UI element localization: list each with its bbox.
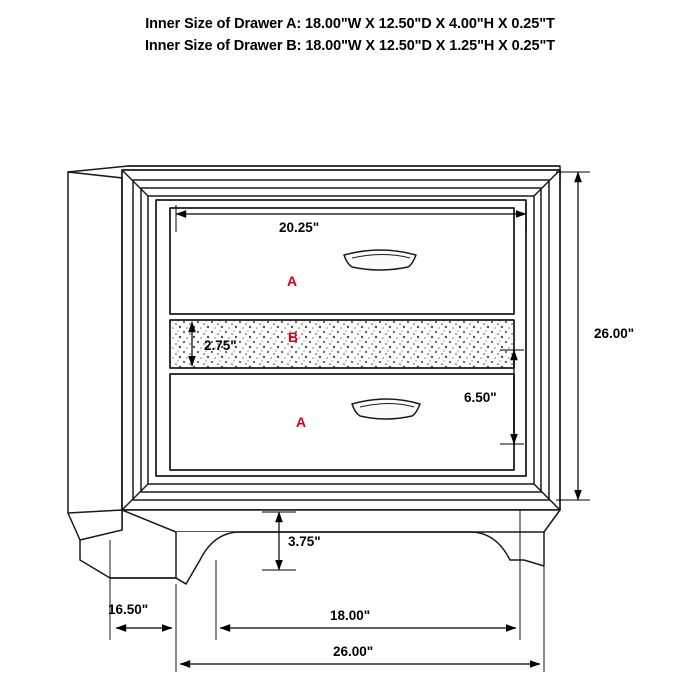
header-line-2: Inner Size of Drawer B: 18.00"W X 12.50"D X 1.25"H X 0.25"T xyxy=(144,38,556,54)
drawer-handle-upper xyxy=(344,250,416,270)
header-line-1: Inner Size of Drawer A: 18.00"W X 12.50"D X 4.00"H X 0.25"T xyxy=(145,16,555,32)
callout-drawer-a-top: A xyxy=(287,273,298,289)
dim-overall-width: 26.00" xyxy=(333,644,374,659)
callout-drawer-b: B xyxy=(288,329,299,345)
dim-lower-drawer-height: 6.50" xyxy=(464,390,497,405)
dim-drawer-b-height: 2.75" xyxy=(204,338,237,353)
drawer-handle-lower xyxy=(352,399,420,419)
dim-top-width: 20.25" xyxy=(279,220,320,235)
dim-leg-height: 3.75" xyxy=(288,534,321,549)
dim-total-height: 26.00" xyxy=(594,326,635,341)
dim-inner-width: 18.00" xyxy=(330,608,371,623)
dim-depth: 16.50" xyxy=(108,602,149,617)
callout-drawer-a-bottom: A xyxy=(296,414,307,430)
